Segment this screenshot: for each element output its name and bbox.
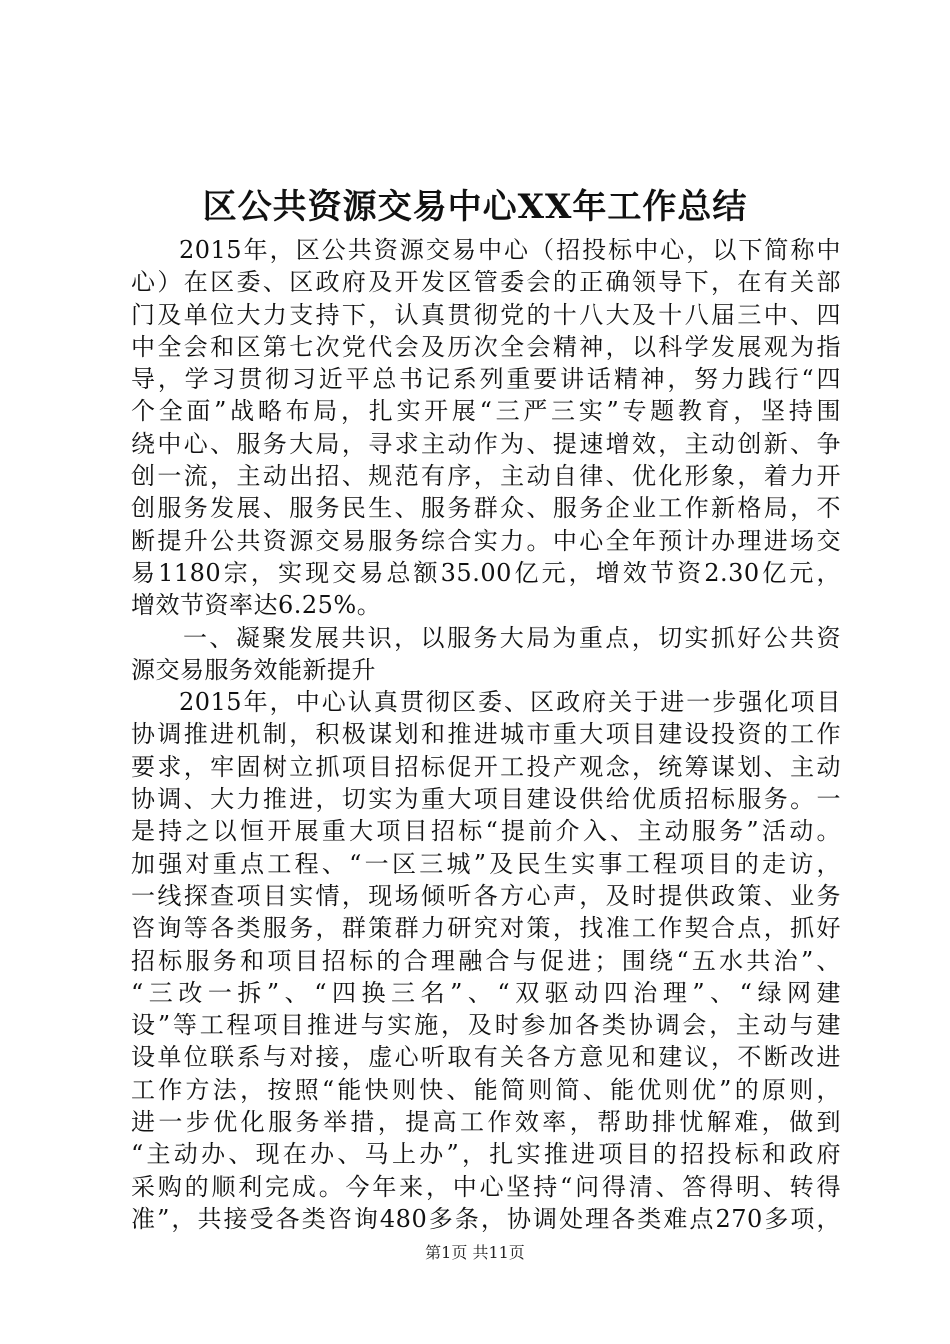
body-line: 2015年，区公共资源交易中心（招投标中心，以下简称中	[179, 236, 841, 264]
page-footer: 第1页 共11页	[425, 1243, 525, 1262]
body-line: 增效节资率达6.25%。	[131, 591, 382, 620]
document-title: 区公共资源交易中心XX年工作总结	[202, 187, 748, 227]
document-body	[131, 234, 841, 1235]
body-line: 一线探查项目实情，现场倾听各方心声，及时提供政策、业务	[131, 881, 841, 910]
body-line: 个全面”战略布局，扎实开展“三严三实”专题教育，坚持围	[131, 397, 841, 426]
body-line: 断提升公共资源交易服务综合实力。中心全年预计办理进场交	[131, 526, 841, 555]
body-line: 绕中心、服务大局，寻求主动作为、提速增效，主动创新、争	[131, 429, 841, 458]
body-line: 设”等工程项目推进与实施，及时参加各类协调会，主动与建	[131, 1011, 841, 1040]
body-line: 要求，牢固树立抓项目招标促开工投产观念，统筹谋划、主动	[131, 752, 841, 781]
body-line: 一、凝聚发展共识，以服务大局为重点，切实抓好公共资	[183, 623, 841, 652]
body-line: 协调、大力推进，切实为重大项目建设供给优质招标服务。一	[131, 785, 841, 814]
body-line: 门及单位大力支持下，认真贯彻党的十八大及十八届三中、四	[131, 300, 841, 329]
body-line: 准”，共接受各类咨询480多条，协调处理各类难点270多项，	[131, 1204, 841, 1233]
body-line: 采购的顺利完成。今年来，中心坚持“问得清、答得明、转得	[131, 1172, 841, 1201]
body-line: 中全会和区第七次党代会及历次全会精神，以科学发展观为指	[131, 332, 841, 361]
body-line: 导，学习贯彻习近平总书记系列重要讲话精神，努力践行“四	[131, 365, 841, 394]
body-line: 设单位联系与对接，虚心听取有关各方意见和建议，不断改进	[131, 1043, 841, 1072]
body-line: 招标服务和项目招标的合理融合与促进；围绕“五水共治”、	[131, 946, 841, 975]
body-line: 创一流，主动出招、规范有序，主动自律、优化形象，着力开	[131, 462, 841, 491]
body-line: 咨询等各类服务，群策群力研究对策，找准工作契合点，抓好	[131, 914, 841, 943]
body-line: “主动办、现在办、马上办”，扎实推进项目的招投标和政府	[131, 1140, 841, 1169]
body-line: 进一步优化服务举措，提高工作效率，帮助排忧解难，做到	[131, 1108, 841, 1137]
body-line: 是持之以恒开展重大项目招标“提前介入、主动服务”活动。	[131, 817, 841, 846]
body-line: 源交易服务效能新提升	[131, 655, 376, 684]
body-line: 工作方法，按照“能快则快、能简则简、能优则优”的原则，	[131, 1075, 841, 1104]
body-line: “三改一拆”、“四换三名”、“双驱动四治理”、“绿网建	[131, 978, 841, 1007]
body-line: 易1180宗，实现交易总额35.00亿元，增效节资2.30亿元，	[131, 558, 841, 587]
body-line: 创服务发展、服务民生、服务群众、服务企业工作新格局，不	[131, 494, 841, 523]
body-line: 加强对重点工程、“一区三城”及民生实事工程项目的走访，	[131, 849, 841, 878]
body-line: 2015年，中心认真贯彻区委、区政府关于进一步强化项目	[179, 688, 841, 717]
body-line: 协调推进机制，积极谋划和推进城市重大项目建设投资的工作	[131, 720, 841, 749]
body-line: 心）在区委、区政府及开发区管委会的正确领导下，在有关部	[131, 268, 841, 297]
